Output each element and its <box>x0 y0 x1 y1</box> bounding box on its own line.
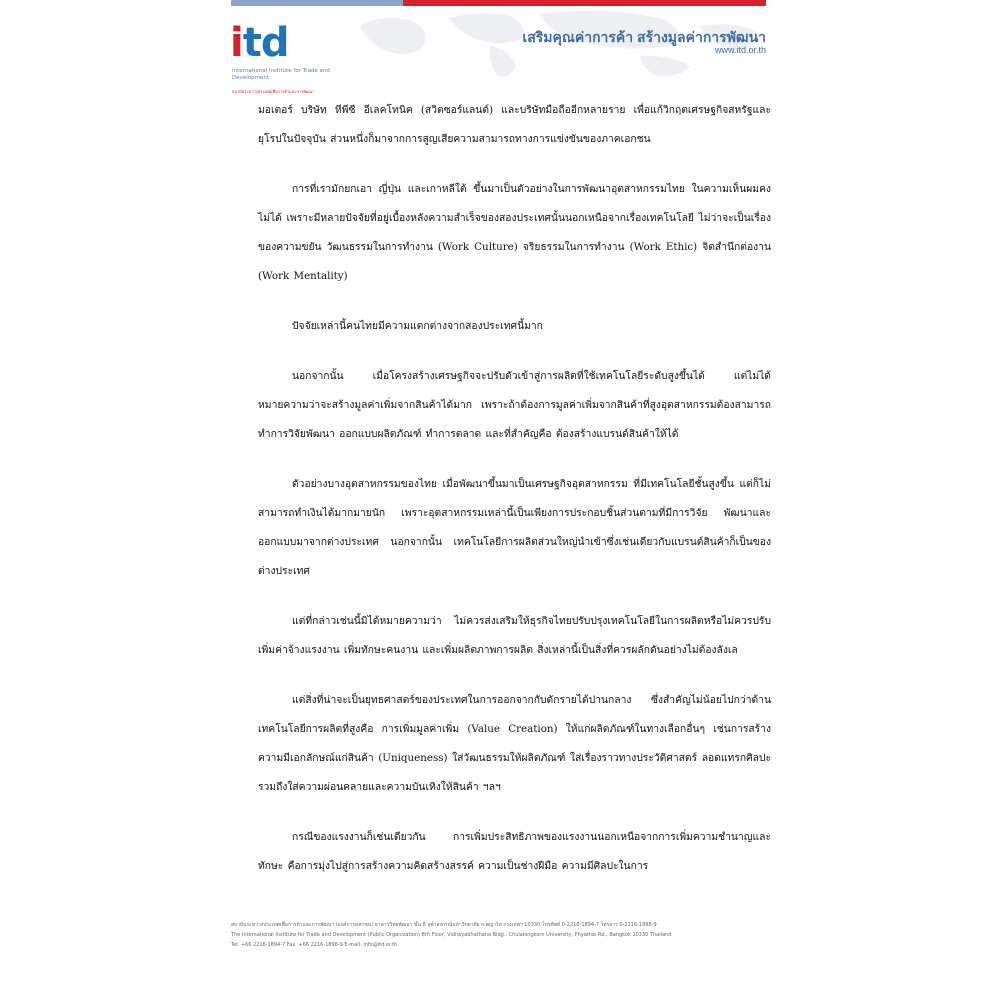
paragraph-4: นอกจากนั้น เมื่อโครงสร้างเศรษฐกิจจะปรับตัวเข้าสู่การผลิตที่ใช้เทคโนโลยีระดับสูงขึ้นได้ แต่ไม่ได้หมายความว่าจะสร้างมูลค่าเพิ่มจากสินค้าได้มาก เพราะถ้าต้องการมูลค่าเพิ่มจากสินค้าที่สูงอุตสาหกรรมต้องสามารถทำการวิจัยพัฒนา ออกแบบผลิตภัณฑ์ ทำการตลาด และที่สำคัญคือ ต้องสร้างแบรนด์สินค้าให้ได้ <box>258 370 771 440</box>
paragraph-1: มอเตอร์ บริษัท หีพีซี อีเลคโทนิค (สวิตซอร์แลนด์) และบริษัทมือถืออีกหลายราย เพื่อแก้วิกฤตเศรษฐกิจสหรัฐและยุโรปในปัจจุบัน ส่วนหนึ่งก็มาจากการสูญเสียความสามารถทางการแข่งขันของภาคเอกชน <box>258 104 771 145</box>
logo-thai-subtitle: สถาบันระหว่างประเทศเพื่อการค้าและการพัฒนา <box>232 89 315 94</box>
paragraph-7: แต่สิ่งที่น่าจะเป็นยุทธศาสตร์ของประเทศในการออกจากกับดักรายได้ปานกลาง ซึ่งสำคัญไม่น้อยไปกว่าด้านเทคโนโลยีการผลิตที่สูงคือ การเพิ่มมูลค่าเพิ่ม (Value Creation) ให้แก่ผลิตภัณฑ์ในทางเลือกอื่นๆ เช่นการสร้างความมีเอกลักษณ์แก่สินค้า (Uniqueness) ใส่วัฒนธรรมให้ผลิตภัณฑ์ ใส่เรื่องราวทางประวัติศาสตร์ ลอดแทรกศิลปะ รวมถึงใส่ความผ่อนคลายและความบันเทิงให้สินค้า ฯลฯ <box>258 694 771 793</box>
footer-english-address: The International Institute for Trade and Development (Public Organization) 8th Floor, Vidhayabhathana Bldg., Chulalongkorn University, Phyathai Rd., Bangkok 10330 Thailand <box>231 932 672 938</box>
footer-contact: Tel. +66 2216-1894-7 Fax. +66 2216-1898-9 E-mail: info@itd.or.th <box>231 942 398 948</box>
document-body <box>258 96 771 902</box>
page-footer <box>231 920 771 950</box>
footer-thai-address: สถาบันระหว่างประเทศเพื่อการค้าและการพัฒนา (องค์การมหาชน) อาคารวิทยพัฒนา ชั้น 8 จุฬาลงกรณ์มหาวิทยาลัย ถ.พญาไท กรุงเทพฯ 10330 โทรศัพท์ 0-2216-1894-7 โทรสาร 0-2216-1898-9 <box>231 922 657 928</box>
paragraph-8: กรณีของแรงงานก็เช่นเดียวกัน การเพิ่มประสิทธิภาพของแรงงานนอกเหนือจากการเพิ่มความชำนาญและทักษะ คือการมุ่งไปสู่การสร้างความคิดสร้างสรรค์ ความเป็นช่างฝีมือ ความมีศิลปะในการ <box>258 831 771 872</box>
logo-subtitle: International Institute for Trade and Development <box>232 68 330 81</box>
paragraph-6: แต่ที่กล่าวเช่นนี้มิได้หมายความว่า ไม่ควรส่งเสริมให้ธุรกิจไทยปรับปรุงเทคโนโลยีในการผลิตหรือไม่ควรปรับเพิ่มค่าจ้างแรงงาน เพิ่มทักษะคนงาน และเพิ่มผลิตภาพการผลิต สิ่งเหล่านี้เป็นสิ่งที่ควรผลักดันอย่างไม่ต้องลังเล <box>258 615 771 656</box>
paragraph-2: การที่เรามักยกเอา ญี่ปุ่น และเกาหลีใต้ ขึ้นมาเป็นตัวอย่างในการพัฒนาอุตสาหกรรมไทย ในความเห็นผมคงไม่ได้ เพราะมีหลายปัจจัยที่อยู่เบื้องหลังความสำเร็จของสองประเทศนั้นนอกเหนือจากเรื่องเทคโนโลยี ไม่ว่าจะเป็นเรื่องของความขยัน วัฒนธรรมในการทำงาน (Work Culture) จริยธรรมในการทำงาน (Work Ethic) จิตสำนึกต่องาน (Work Mentality) <box>258 183 771 282</box>
header-website: www.itd.or.th <box>714 45 766 55</box>
paragraph-3: ปัจจัยเหล่านี้คนไทยมีความแตกต่างจากสองประเทศนี้มาก <box>292 320 543 332</box>
logo-wordmark: itd <box>230 20 289 66</box>
paragraph-5: ตัวอย่างบางอุตสาหกรรมของไทย เมื่อพัฒนาขึ้นมาเป็นเศรษฐกิจอุตสาหกรรม ที่มีเทคโนโลยีชั้นสูงขึ้น แต่ก็ไม่สามารถทำเงินได้มากมายนัก เพราะอุตสาหกรรมเหล่านี้เป็นเพียงการประกอบชิ้นส่วนตามที่มีการวิจัย พัฒนาและออกแบบมาจากต่างประเทศ นอกจากนั้น เทคโนโลยีการผลิตส่วนใหญ่นำเข้าซึ่งเช่นเดียวกับแบรนด์สินค้าก็เป็นของต่างประเทศ <box>258 478 771 577</box>
header-slogan: เสริมคุณค่าการค้า สร้างมูลค่าการพัฒนา <box>522 29 766 45</box>
itd-logo <box>230 20 340 96</box>
